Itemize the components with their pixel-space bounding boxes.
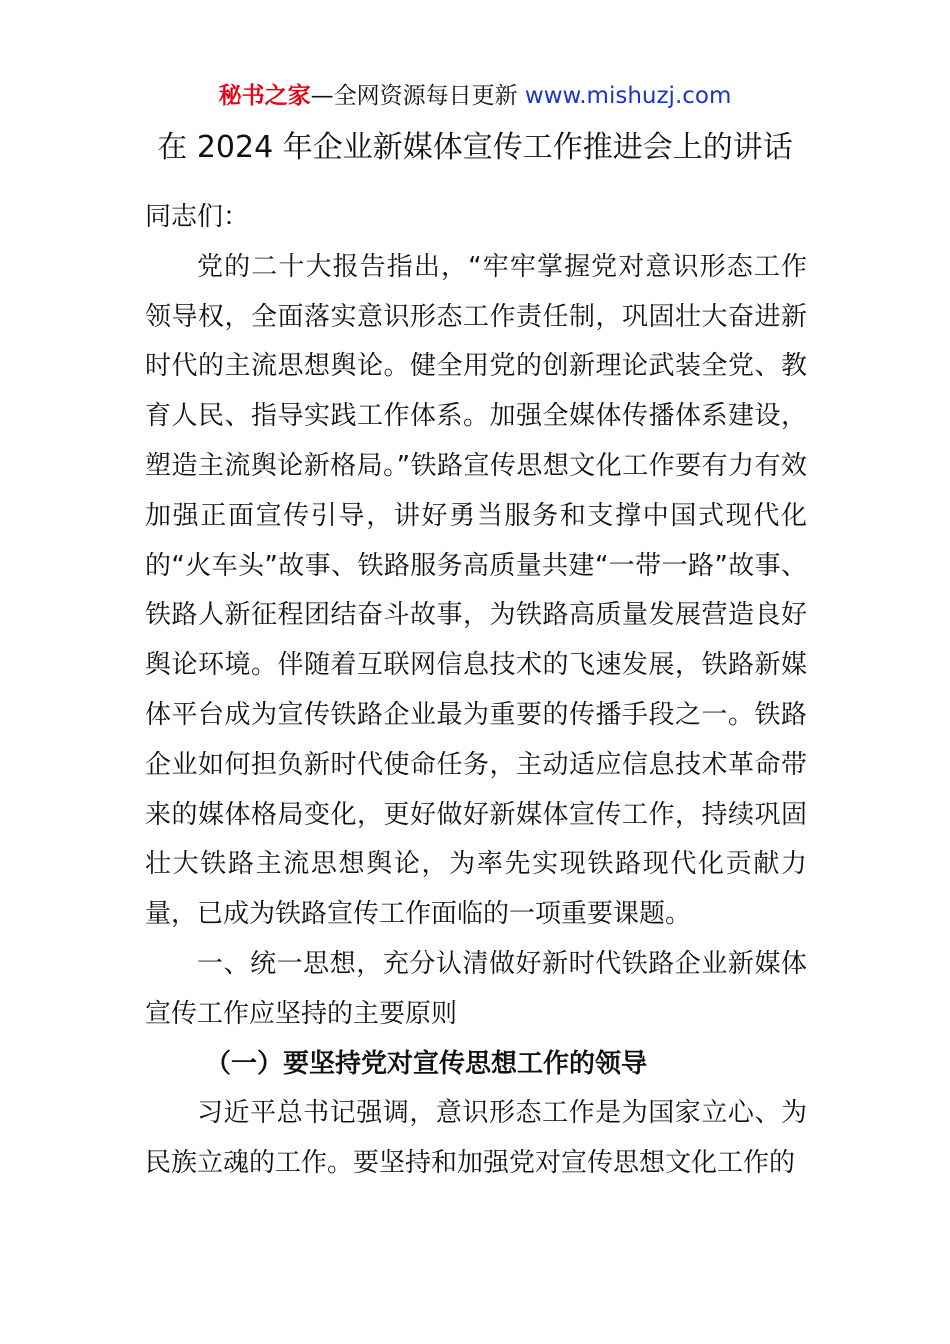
site-brand: 秘书之家 [218, 83, 311, 109]
subsection-heading: （一）要坚持党对宣传思想工作的领导 [205, 1048, 648, 1079]
document-title: 在 2024 年企业新媒体宣传工作推进会上的讲话 [157, 130, 793, 165]
body-paragraph-continued: 习近平总书记强调，意识形态工作是为国家立心、为民族立魂的工作。要坚持和加强党对宣传思想文化工作的 [145, 1098, 807, 1179]
section-heading: 一、统一思想，充分认清做好新时代铁路企业新媒体宣传工作应坚持的主要原则 [145, 948, 807, 1029]
site-header [0, 80, 950, 112]
site-url-link[interactable]: www.mishuzj.com [524, 83, 732, 109]
site-tagline: —全网资源每日更新 [310, 83, 518, 109]
body-paragraph: 党的二十大报告指出，“牢牢掌握党对意识形态工作领导权，全面落实意识形态工作责任制，巩固壮大奋进新时代的主流思想舆论。健全用党的创新理论武装全党、教育人民、指导实践工作体系。加强全媒体传播体系建设，塑造主流舆论新格局。”铁路宣传思想文化工作要有力有效加强正面宣传引导，讲好勇当服务和支撑中国式现代化的“火车头”故事、铁路服务高质量共建“一带一路”故事、铁路人新征程团结奋斗故事，为铁路高质量发展营造良好舆论环境。伴随着互联网信息技术的飞速发展，铁路新媒体平台成为宣传铁路企业最为重要的传播手段之一。铁路企业如何担负新时代使命任务，主动适应信息技术革命带来的媒体格局变化，更好做好新媒体宣传工作，持续巩固壮大铁路主流思想舆论，为率先实现铁路现代化贡献力量，已成为铁路宣传工作面临的一项重要课题。 [145, 251, 807, 930]
document-body [145, 193, 807, 1189]
salutation: 同志们： [145, 202, 250, 232]
